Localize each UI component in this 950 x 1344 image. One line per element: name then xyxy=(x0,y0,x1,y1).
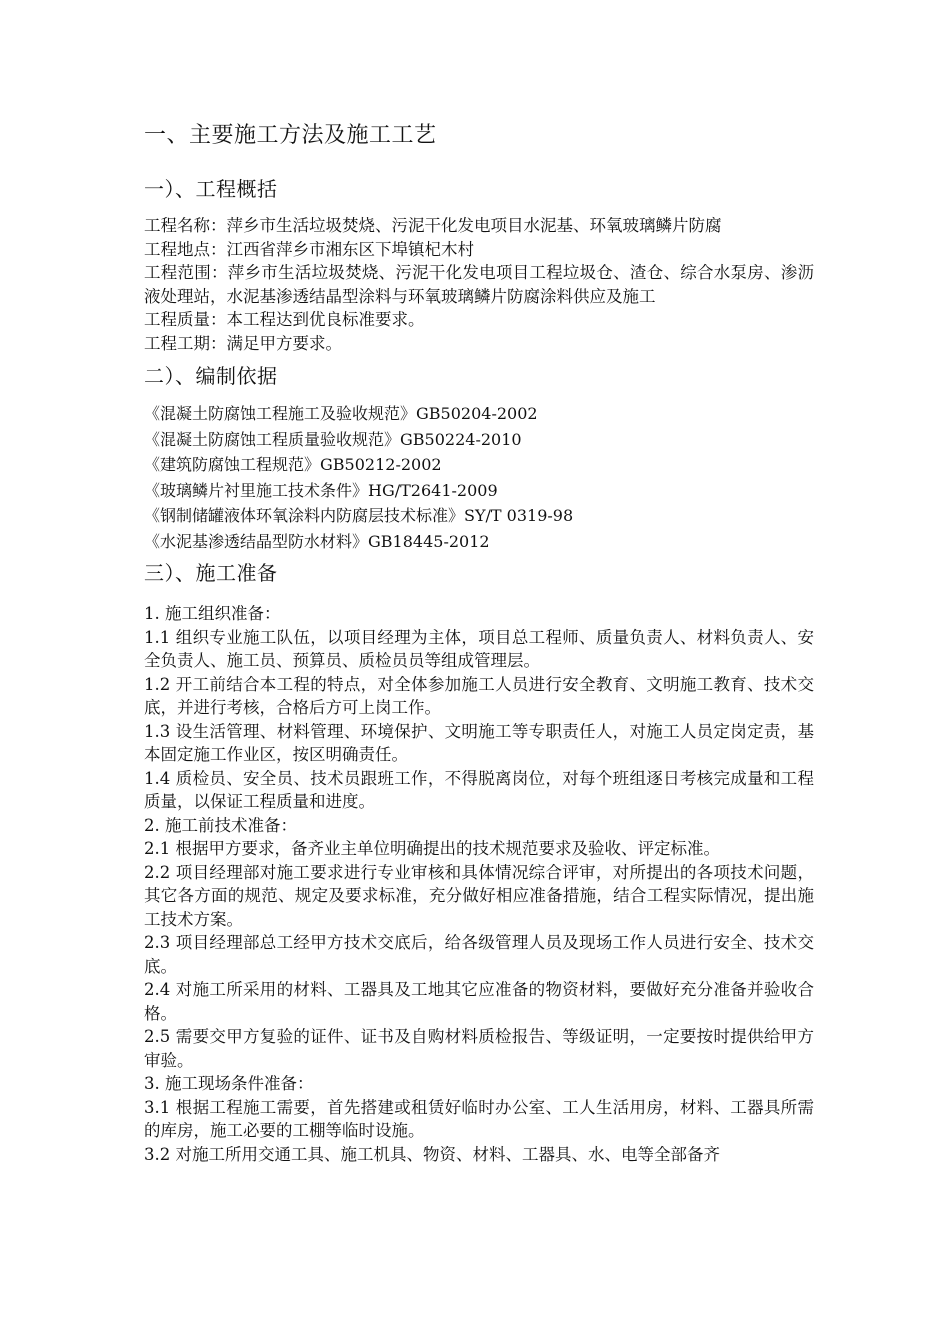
section-heading-basis: 二）、编制依据 xyxy=(144,364,278,388)
standard-item: 《钢制储罐液体环氧涂料内防腐层技术标准》SY/T 0319-98 xyxy=(144,506,574,525)
project-scope-line: 工程范围：萍乡市生活垃圾焚烧、污泥干化发电项目工程垃圾仓、渣仓、综合水泵房、渗沥液处理站，水泥基渗透结晶型涂料与环氧玻璃鳞片防腐涂料供应及施工 xyxy=(144,263,814,306)
paragraph: 1.4 质检员、安全员、技术员跟班工作，不得脱离岗位，对每个班组逐日考核完成量和工程质量，以保证工程质量和进度。 xyxy=(144,768,814,811)
standard-item: 《水泥基渗透结晶型防水材料》GB18445-2012 xyxy=(144,531,490,551)
paragraph: 1.3 设生活管理、材料管理、环境保护、文明施工等专职责任人，对施工人员定岗定责，基本固定施工作业区，按区明确责任。 xyxy=(144,721,814,764)
paragraph: 2.4 对施工所采用的材料、工器具及工地其它应准备的物资材料，要做好充分准备并验收合格。 xyxy=(144,980,814,1023)
paragraph: 1.1 组织专业施工队伍，以项目经理为主体，项目总工程师、质量负责人、材料负责人、安全负责人、施工员、预算员、质检员员等组成管理层。 xyxy=(144,627,814,670)
standard-item: 《混凝土防腐蚀工程质量验收规范》GB50224-2010 xyxy=(144,429,522,449)
subsection-heading: 3. 施工现场条件准备： xyxy=(144,1074,314,1093)
paragraph: 1.2 开工前结合本工程的特点，对全体参加施工人员进行安全教育、文明施工教育、技术交底，并进行考核，合格后方可上岗工作。 xyxy=(144,674,814,717)
paragraph: 2.2 项目经理部对施工要求进行专业审核和具体情况综合评审，对所提出的各项技术问题，其它各方面的规范、规定及要求标准，充分做好相应准备措施，结合工程实际情况，提出施工技术方案。 xyxy=(144,862,814,929)
standard-item: 《玻璃鳞片衬里施工技术条件》HG/T2641-2009 xyxy=(144,480,498,500)
project-schedule-line: 工程工期：满足甲方要求。 xyxy=(144,333,342,353)
standard-item: 《建筑防腐蚀工程规范》GB50212-2002 xyxy=(144,455,442,474)
paragraph: 2.3 项目经理部总工经甲方技术交底后，给各级管理人员及现场工作人员进行安全、技术交底。 xyxy=(144,933,814,976)
overview-block xyxy=(144,214,814,355)
subsection-heading: 2. 施工前技术准备： xyxy=(144,815,297,835)
document-page xyxy=(144,118,814,1166)
section-heading-overview: 一）、工程概括 xyxy=(144,177,278,201)
paragraph: 3.1 根据工程施工需要，首先搭建或租赁好临时办公室、工人生活用房，材料、工器具所需的库房，施工必要的工棚等临时设施。 xyxy=(144,1097,814,1140)
project-location-line: 工程地点：江西省萍乡市湘东区下埠镇杞木村 xyxy=(144,239,474,259)
paragraph: 2.5 需要交甲方复验的证件、证书及自购材料质检报告、等级证明，一定要按时提供给甲方审验。 xyxy=(144,1027,814,1070)
paragraph: 3.2 对施工所用交通工具、施工机具、物资、材料、工器具、水、电等全部备齐 xyxy=(144,1144,720,1164)
document-title: 一、主要施工方法及施工工艺 xyxy=(144,123,437,148)
standards-list xyxy=(144,401,814,554)
subsection-heading: 1. 施工组织准备： xyxy=(144,604,281,623)
preparation-block xyxy=(144,602,814,1166)
project-quality-line: 工程质量：本工程达到优良标准要求。 xyxy=(144,310,425,329)
paragraph: 2.1 根据甲方要求，备齐业主单位明确提出的技术规范要求及验收、评定标准。 xyxy=(144,839,720,858)
standard-item: 《混凝土防腐蚀工程施工及验收规范》GB50204-2002 xyxy=(144,404,538,423)
section-heading-preparation: 三）、施工准备 xyxy=(144,561,278,585)
project-name-line: 工程名称：萍乡市生活垃圾焚烧、污泥干化发电项目水泥基、环氧玻璃鳞片防腐 xyxy=(144,216,722,235)
